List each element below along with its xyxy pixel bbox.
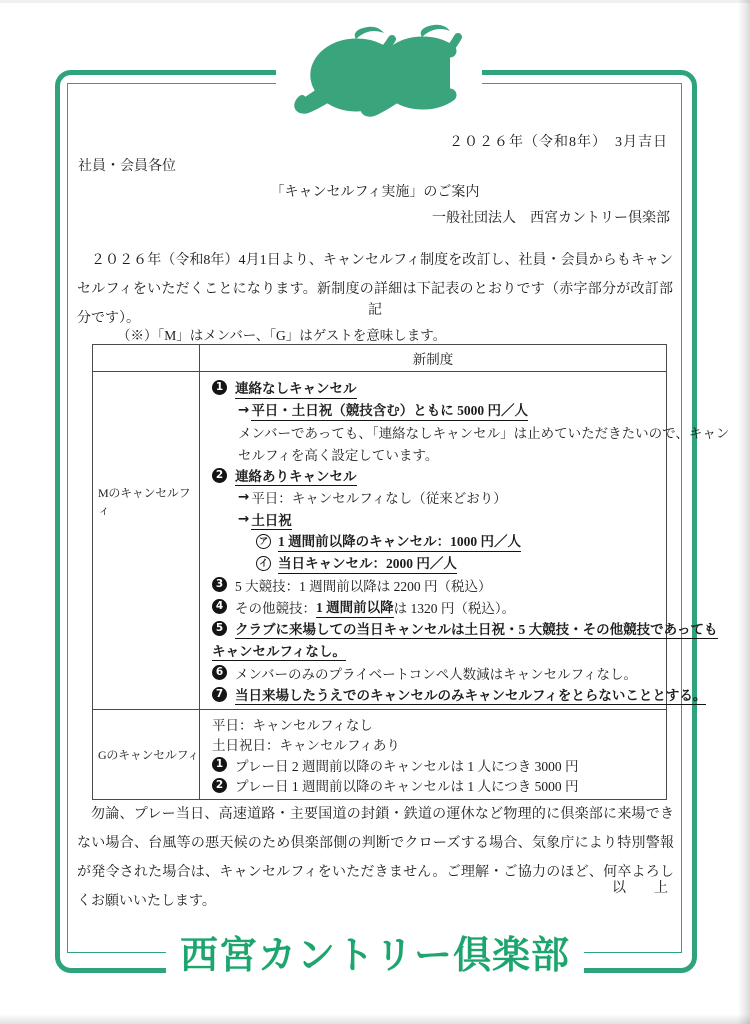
document-title: 「キャンセルフィ実施」のご案内: [270, 185, 480, 200]
date-line: ２０２６年（令和8年） 3月吉日: [449, 135, 668, 150]
closing-mark: 以 上: [612, 881, 668, 896]
table-text: メンバーであっても、「連絡なしキャンセル」は止めていただきたいので、キャン: [238, 425, 730, 441]
numbered-bullet-icon: 5: [212, 621, 227, 636]
scan-edge-top: [0, 0, 750, 3]
table-text: 平日：キャンセルフィなし（従来どおり）: [251, 491, 507, 507]
table-line: [212, 596, 660, 618]
table-text: その他競技：: [235, 600, 316, 616]
table-text: 土日祝: [251, 509, 292, 531]
scan-edge-right: [738, 0, 750, 1024]
table-row-member: [93, 371, 730, 709]
numbered-bullet-icon: 3: [212, 577, 227, 592]
record-marker: 記: [368, 303, 382, 318]
table-line: [212, 662, 660, 684]
numbered-bullet-icon: 4: [212, 599, 227, 614]
arrow-icon: →: [238, 511, 250, 528]
table-line: [238, 399, 660, 421]
table-line: [212, 755, 660, 776]
table-text: 平日・土日祝（競技含む）ともに 5000 円／人: [251, 399, 528, 421]
table-line: [238, 443, 660, 465]
numbered-bullet-icon: 1: [212, 757, 227, 772]
table-line: [238, 508, 660, 530]
guest-row-content: [200, 710, 666, 798]
table-text: 土日祝日：キャンセルフィあり: [212, 738, 400, 754]
numbered-bullet-icon: 7: [212, 687, 227, 702]
table-line: [212, 640, 660, 662]
table-line: [238, 421, 730, 443]
table-text: は 1320 円（税込）。: [393, 600, 516, 616]
circled-kana-icon: ア: [256, 534, 271, 549]
club-monogram-logo-icon: [272, 22, 484, 120]
legend-note: （※）「M」はメンバー、「G」はゲストを意味します。: [117, 328, 447, 343]
table-header-empty-cell: [93, 345, 200, 371]
table-text: 5 大競技：1 週間前以降は 2200 円（税込）: [235, 578, 492, 594]
table-text: セルフィを高く設定しています。: [238, 447, 439, 463]
arrow-icon: →: [238, 489, 250, 506]
fee-table: [92, 344, 730, 800]
guest-row-label: Gのキャンセルフィ: [93, 710, 200, 798]
table-line: [256, 552, 660, 574]
table-text: キャンセルフィなし。: [212, 640, 346, 662]
table-line: [212, 734, 660, 755]
table-line: [212, 377, 660, 399]
closing-paragraph: 勿論、プレー当日、高速道路・主要国道の封鎖・鉄道の運休など物理的に倶楽部に来場できない場合、台風等の悪天候のため倶楽部側の判断でクローズする場合、気象庁により特別警報が発令された場合は、キャンセルフィをいただきません。ご理解・ご協力のほど、何卒よろしくお願いいたします。: [77, 807, 675, 909]
table-text: メンバーのみのプライベートコンペ人数減はキャンセルフィなし。: [235, 666, 638, 682]
numbered-bullet-icon: 2: [212, 778, 227, 793]
arrow-icon: →: [238, 401, 250, 418]
table-text: プレー日 1 週間前以降のキャンセルは 1 人につき 5000 円: [235, 779, 579, 795]
member-row-content: [200, 372, 730, 709]
table-row-guest: [93, 709, 666, 798]
scan-edge-bottom: [0, 1014, 750, 1024]
table-text: 当日来場したうえでのキャンセルのみキャンセルフィをとらないこととする。: [235, 684, 706, 706]
sender-name: 一般社団法人 西宮カントリー倶楽部: [432, 211, 670, 226]
table-line: [212, 618, 718, 640]
table-text: 連絡ありキャンセル: [235, 465, 357, 487]
table-line: [212, 574, 660, 596]
table-line: [212, 465, 660, 487]
numbered-bullet-icon: 1: [212, 380, 227, 395]
table-line: [238, 486, 660, 508]
table-header-label: 新制度: [412, 352, 454, 367]
member-row-label: Mのキャンセルフィ: [93, 372, 200, 709]
intro-paragraph: ２０２６年（令和8年）4月1日より、キャンセルフィ制度を改訂し、社員・会員からもキャンセルフィをいただくことになります。新制度の詳細は下記表のとおりです（赤字部分が改訂部分です）。: [77, 253, 673, 326]
table-text: 当日キャンセル：2000 円／人: [278, 552, 457, 574]
table-line: [256, 530, 660, 552]
table-line: [212, 683, 707, 705]
table-text: 連絡なしキャンセル: [235, 377, 357, 399]
table-line: [212, 775, 660, 796]
footer-club-name: 西宮カントリー倶楽部: [166, 924, 584, 979]
table-text: 平日：キャンセルフィなし: [212, 717, 373, 733]
circled-kana-icon: イ: [256, 556, 271, 571]
table-text: クラブに来場しての当日キャンセルは土日祝・5 大競技・その他競技であっても: [235, 618, 718, 640]
table-line: [212, 713, 660, 734]
table-text: 1 週間前以降: [316, 596, 394, 618]
addressee: 社員・会員各位: [78, 159, 176, 174]
table-header-row: [93, 345, 666, 371]
numbered-bullet-icon: 2: [212, 468, 227, 483]
numbered-bullet-icon: 6: [212, 665, 227, 680]
table-text: 1 週間前以降のキャンセル：1000 円／人: [278, 530, 521, 552]
table-text: プレー日 2 週間前以降のキャンセルは 1 人につき 3000 円: [235, 758, 579, 774]
